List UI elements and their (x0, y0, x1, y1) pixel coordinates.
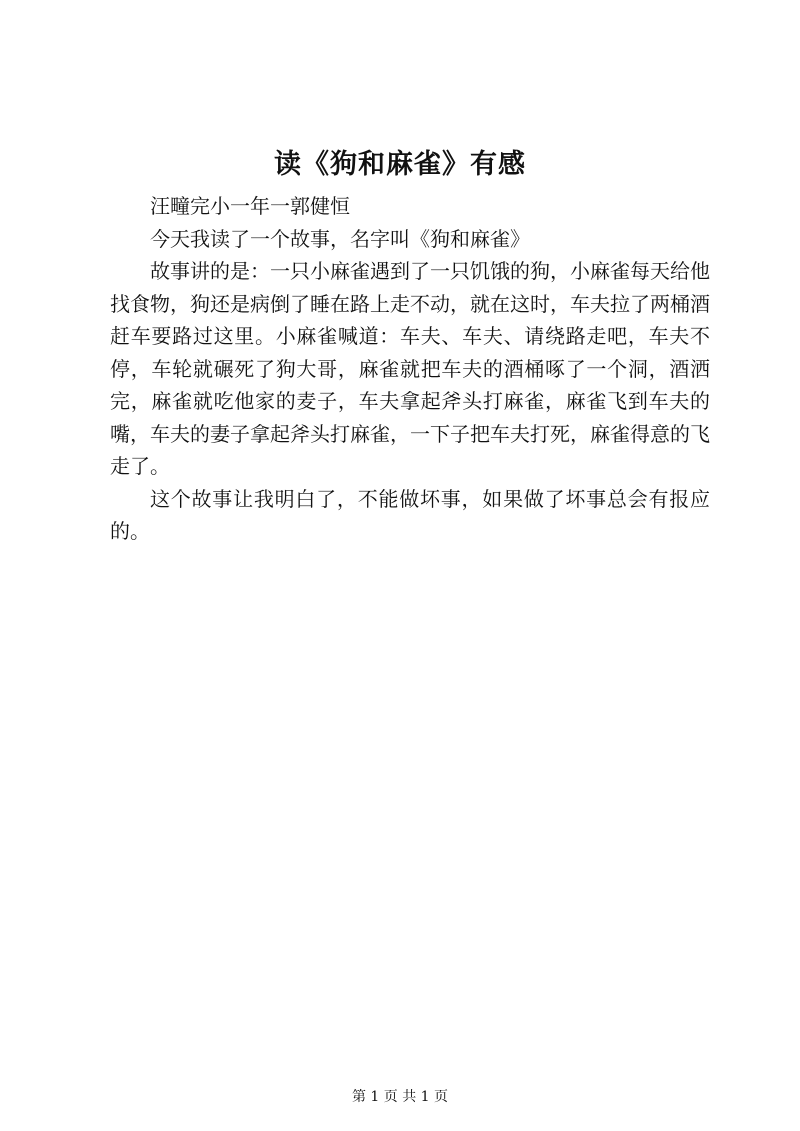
author-line: 汪疃完小一年一郭健恒 (150, 194, 350, 218)
document-title: 读《狗和麻雀》有感 (274, 149, 526, 180)
paragraph: 今天我读了一个故事，名字叫《狗和麻雀》 (150, 226, 530, 251)
document-body (110, 190, 710, 548)
paragraph: 这个故事让我明白了，不能做坏事，如果做了坏事总会有报应的。 (110, 486, 710, 543)
page-footer: 第 1 页 共 1 页 (351, 1089, 449, 1105)
paragraph: 故事讲的是：一只小麻雀遇到了一只饥饿的狗，小麻雀每天给他找食物，狗还是病倒了睡在路上走不动，就在这时，车夫拉了两桶酒赶车要路过这里。小麻雀喊道：车夫、车夫、请绕路走吧，车夫不停，车轮就碾死了狗大哥，麻雀就把车夫的酒桶啄了一个洞，酒洒完，麻雀就吃他家的麦子，车夫拿起斧头打麻雀，麻雀飞到车夫的嘴，车夫的妻子拿起斧头打麻雀，一下子把车夫打死，麻雀得意的飞走了。 (110, 259, 710, 478)
